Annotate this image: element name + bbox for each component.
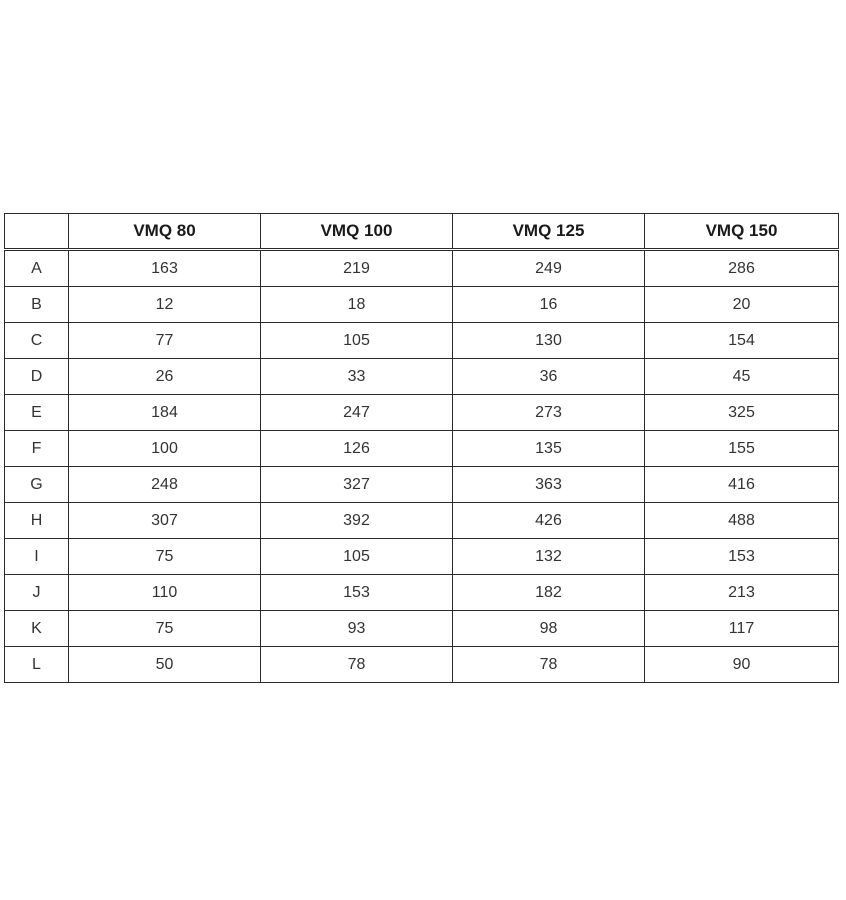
header-cell-vmq80: VMQ 80 xyxy=(69,214,261,250)
cell-vmq150: 416 xyxy=(645,467,839,503)
cell-vmq125: 182 xyxy=(453,575,645,611)
cell-vmq100: 247 xyxy=(261,395,453,431)
cell-vmq125: 273 xyxy=(453,395,645,431)
cell-vmq125: 16 xyxy=(453,287,645,323)
cell-vmq80: 50 xyxy=(69,647,261,683)
cell-vmq80: 184 xyxy=(69,395,261,431)
cell-vmq150: 325 xyxy=(645,395,839,431)
cell-row-label: C xyxy=(5,323,69,359)
cell-row-label: K xyxy=(5,611,69,647)
cell-row-label: J xyxy=(5,575,69,611)
table-row xyxy=(5,575,839,611)
table-row xyxy=(5,431,839,467)
header-cell-corner xyxy=(5,214,69,250)
table-row xyxy=(5,250,839,287)
cell-vmq100: 33 xyxy=(261,359,453,395)
cell-row-label: H xyxy=(5,503,69,539)
cell-vmq100: 78 xyxy=(261,647,453,683)
cell-vmq125: 249 xyxy=(453,250,645,287)
cell-vmq100: 105 xyxy=(261,539,453,575)
cell-vmq80: 100 xyxy=(69,431,261,467)
table-row xyxy=(5,359,839,395)
cell-vmq125: 98 xyxy=(453,611,645,647)
header-cell-vmq150: VMQ 150 xyxy=(645,214,839,250)
cell-vmq125: 363 xyxy=(453,467,645,503)
table-row xyxy=(5,287,839,323)
table-row xyxy=(5,323,839,359)
table-row xyxy=(5,395,839,431)
table-row xyxy=(5,611,839,647)
cell-vmq100: 126 xyxy=(261,431,453,467)
cell-vmq125: 132 xyxy=(453,539,645,575)
table-body xyxy=(5,250,839,683)
header-cell-vmq125: VMQ 125 xyxy=(453,214,645,250)
cell-vmq125: 36 xyxy=(453,359,645,395)
cell-vmq100: 153 xyxy=(261,575,453,611)
cell-vmq80: 26 xyxy=(69,359,261,395)
cell-row-label: E xyxy=(5,395,69,431)
cell-vmq150: 20 xyxy=(645,287,839,323)
cell-vmq150: 117 xyxy=(645,611,839,647)
table-row xyxy=(5,503,839,539)
dimension-table xyxy=(4,213,839,683)
cell-row-label: F xyxy=(5,431,69,467)
cell-vmq80: 75 xyxy=(69,611,261,647)
header-cell-vmq100: VMQ 100 xyxy=(261,214,453,250)
cell-vmq150: 213 xyxy=(645,575,839,611)
cell-row-label: D xyxy=(5,359,69,395)
cell-vmq80: 12 xyxy=(69,287,261,323)
cell-row-label: G xyxy=(5,467,69,503)
cell-vmq150: 488 xyxy=(645,503,839,539)
cell-vmq125: 130 xyxy=(453,323,645,359)
cell-vmq125: 426 xyxy=(453,503,645,539)
cell-vmq150: 153 xyxy=(645,539,839,575)
cell-vmq150: 154 xyxy=(645,323,839,359)
cell-row-label: B xyxy=(5,287,69,323)
cell-vmq80: 163 xyxy=(69,250,261,287)
cell-vmq150: 286 xyxy=(645,250,839,287)
cell-vmq100: 392 xyxy=(261,503,453,539)
cell-vmq100: 219 xyxy=(261,250,453,287)
cell-vmq80: 77 xyxy=(69,323,261,359)
table-row xyxy=(5,467,839,503)
table-header xyxy=(5,214,839,250)
cell-vmq80: 248 xyxy=(69,467,261,503)
cell-vmq100: 93 xyxy=(261,611,453,647)
cell-row-label: I xyxy=(5,539,69,575)
cell-vmq100: 327 xyxy=(261,467,453,503)
cell-row-label: L xyxy=(5,647,69,683)
header-row xyxy=(5,214,839,250)
cell-vmq100: 18 xyxy=(261,287,453,323)
cell-vmq150: 90 xyxy=(645,647,839,683)
cell-vmq80: 75 xyxy=(69,539,261,575)
table-row xyxy=(5,647,839,683)
cell-vmq80: 307 xyxy=(69,503,261,539)
cell-vmq150: 155 xyxy=(645,431,839,467)
cell-row-label: A xyxy=(5,250,69,287)
table-row xyxy=(5,539,839,575)
cell-vmq125: 135 xyxy=(453,431,645,467)
cell-vmq125: 78 xyxy=(453,647,645,683)
cell-vmq100: 105 xyxy=(261,323,453,359)
cell-vmq80: 110 xyxy=(69,575,261,611)
dimension-table-container xyxy=(4,213,838,683)
cell-vmq150: 45 xyxy=(645,359,839,395)
